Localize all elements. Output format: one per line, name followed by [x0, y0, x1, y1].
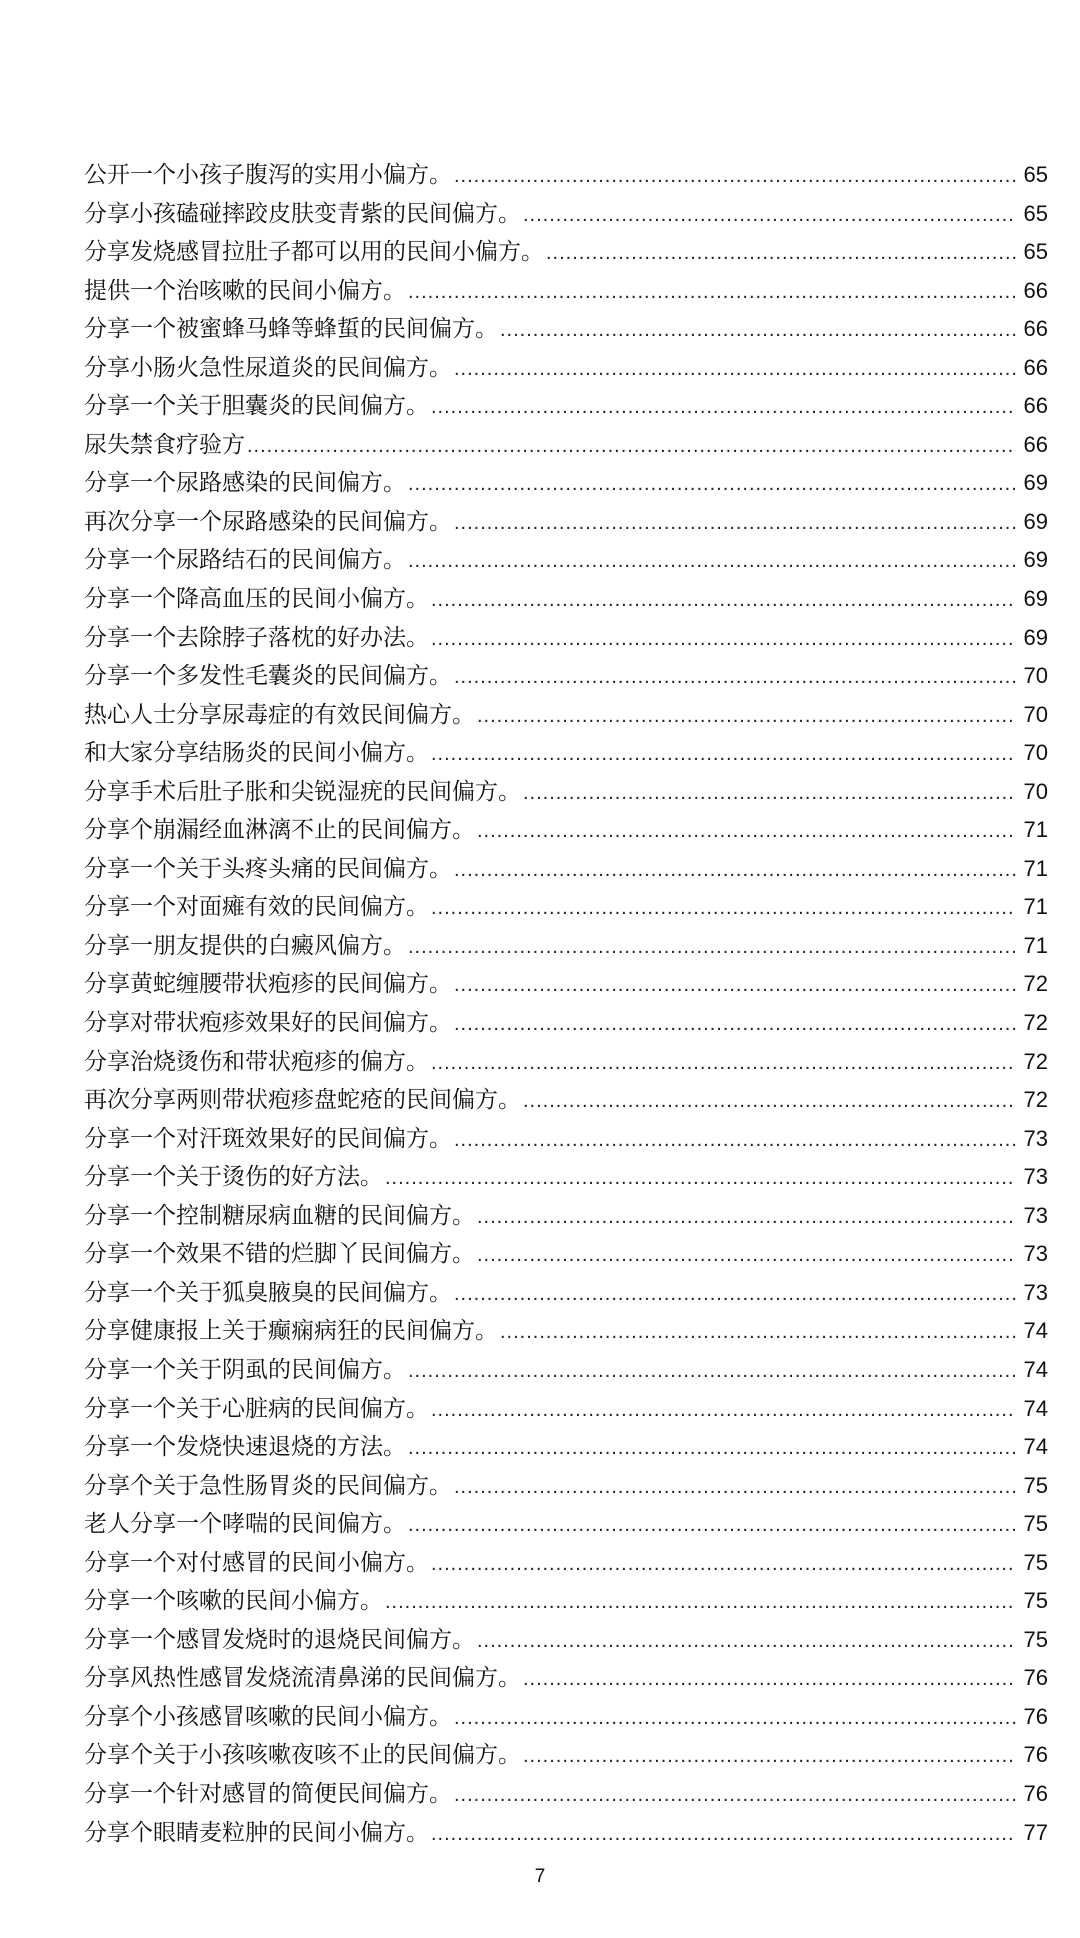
toc-entry-title: 分享治烧烫伤和带状疱疹的偏方。: [84, 1048, 429, 1075]
toc-entry-page: 65: [1023, 200, 1048, 226]
toc-entry-page: 70: [1023, 778, 1048, 804]
toc-entry[interactable]: [84, 1274, 1048, 1313]
toc-entry-page: 71: [1023, 817, 1048, 843]
toc-dot-leader: [454, 966, 1016, 1005]
toc-entry[interactable]: [84, 426, 1048, 465]
toc-entry-page: 77: [1023, 1819, 1048, 1845]
toc-dot-leader: [454, 1468, 1016, 1507]
toc-entry-page: 74: [1023, 1356, 1048, 1382]
toc-entry-title: 和大家分享结肠炎的民间小偏方。: [84, 740, 429, 767]
toc-dot-leader: [431, 735, 1016, 774]
toc-entry[interactable]: [84, 1390, 1048, 1429]
toc-entry-page: 73: [1023, 1279, 1048, 1305]
toc-entry-page: 76: [1023, 1780, 1048, 1806]
toc-entry-page: 76: [1023, 1703, 1048, 1729]
toc-entry-title: 分享一个感冒发烧时的退烧民间偏方。: [84, 1626, 475, 1653]
toc-entry-page: 66: [1023, 354, 1048, 380]
toc-dot-leader: [454, 350, 1016, 389]
toc-entry-title: 分享个小孩感冒咳嗽的民间小偏方。: [84, 1703, 452, 1730]
toc-entry-title: 分享一个效果不错的烂脚丫民间偏方。: [84, 1241, 475, 1268]
toc-entry[interactable]: [84, 657, 1048, 696]
toc-entry-title: 分享一个发烧快速退烧的方法。: [84, 1434, 406, 1461]
toc-entry[interactable]: [84, 156, 1048, 195]
toc-entry-page: 66: [1023, 393, 1048, 419]
toc-entry-title: 分享个关于急性肠胃炎的民间偏方。: [84, 1472, 452, 1499]
toc-entry-title: 分享黄蛇缠腰带状疱疹的民间偏方。: [84, 971, 452, 998]
toc-entry[interactable]: [84, 1814, 1048, 1853]
toc-dot-leader: [500, 1313, 1016, 1352]
toc-entry-title: 分享一个尿路结石的民间偏方。: [84, 547, 406, 574]
toc-entry[interactable]: [84, 696, 1048, 735]
toc-entry-page: 75: [1023, 1626, 1048, 1652]
toc-entry-title: 分享一个咳嗽的民间小偏方。: [84, 1588, 383, 1615]
toc-dot-leader: [546, 234, 1016, 273]
toc-entry-page: 75: [1023, 1549, 1048, 1575]
toc-entry[interactable]: [84, 1235, 1048, 1274]
toc-entry-page: 65: [1023, 162, 1048, 187]
toc-entry-page: 71: [1023, 855, 1048, 881]
toc-entry-title: 分享一个关于胆囊炎的民间偏方。: [84, 393, 429, 420]
toc-entry-title: 老人分享一个哮喘的民间偏方。: [84, 1511, 406, 1538]
toc-entry-page: 66: [1023, 277, 1048, 303]
toc-entry[interactable]: [84, 1120, 1048, 1159]
toc-entry[interactable]: [84, 1544, 1048, 1583]
toc-dot-leader: [431, 889, 1016, 928]
toc-entry[interactable]: [84, 773, 1048, 812]
toc-dot-leader: [408, 465, 1016, 504]
toc-dot-leader: [408, 542, 1016, 581]
toc-entry-title: 分享小孩磕碰摔跤皮肤变青紫的民间偏方。: [84, 200, 521, 227]
toc-dot-leader: [454, 1275, 1016, 1314]
toc-entry-title: 分享手术后肚子胀和尖锐湿疣的民间偏方。: [84, 778, 521, 805]
toc-dot-leader: [431, 388, 1016, 427]
toc-entry[interactable]: [84, 1582, 1048, 1621]
toc-entry-title: 分享一个关于头疼头痛的民间偏方。: [84, 855, 452, 882]
toc-entry-title: 分享一个降高血压的民间小偏方。: [84, 586, 429, 613]
toc-dot-leader: [431, 1815, 1016, 1854]
toc-dot-leader: [523, 196, 1016, 235]
toc-entry-title: 分享一个控制糖尿病血糖的民间偏方。: [84, 1202, 475, 1229]
toc-entry-title: 分享健康报上关于癫痫病狂的民间偏方。: [84, 1318, 498, 1345]
toc-entry-page: 73: [1023, 1202, 1048, 1228]
toc-entry-page: 66: [1023, 316, 1048, 342]
toc-entry-page: 70: [1023, 663, 1048, 689]
toc-entry[interactable]: [84, 1659, 1048, 1698]
toc-dot-leader: [385, 1583, 1016, 1622]
toc-entry-page: 69: [1023, 624, 1048, 650]
toc-entry-page: 69: [1023, 508, 1048, 534]
toc-dot-leader: [523, 1737, 1016, 1776]
toc-dot-leader: [431, 1391, 1016, 1430]
toc-dot-leader: [431, 581, 1016, 620]
toc-dot-leader: [408, 1352, 1016, 1391]
toc-entry[interactable]: [84, 1698, 1048, 1737]
toc-entry-title: 分享风热性感冒发烧流清鼻涕的民间偏方。: [84, 1665, 521, 1692]
toc-entry[interactable]: [84, 1043, 1048, 1082]
toc-entry-page: 74: [1023, 1434, 1048, 1460]
toc-dot-leader: [454, 1776, 1016, 1815]
toc-entry[interactable]: [84, 1004, 1048, 1043]
toc-dot-leader: [477, 697, 1016, 736]
toc-entry[interactable]: [84, 1736, 1048, 1775]
toc-entry[interactable]: [84, 1312, 1048, 1351]
toc-dot-leader: [523, 1660, 1016, 1699]
toc-entry-page: 76: [1023, 1742, 1048, 1768]
toc-entry-title: 分享一个关于烫伤的好方法。: [84, 1164, 383, 1191]
toc-dot-leader: [454, 157, 1016, 196]
toc-dot-leader: [454, 504, 1016, 543]
toc-dot-leader: [523, 1082, 1016, 1121]
toc-entry-page: 73: [1023, 1125, 1048, 1151]
toc-entry-title: 再次分享一个尿路感染的民间偏方。: [84, 508, 452, 535]
toc-entry-page: 76: [1023, 1665, 1048, 1691]
toc-entry-title: 分享一个被蜜蜂马蜂等蜂蜇的民间偏方。: [84, 316, 498, 343]
toc-entry-page: 71: [1023, 932, 1048, 958]
toc-entry-page: 70: [1023, 740, 1048, 766]
toc-entry-title: 分享个崩漏经血淋漓不止的民间偏方。: [84, 817, 475, 844]
toc-entry-page: 72: [1023, 1010, 1048, 1036]
toc-entry-page: 75: [1023, 1588, 1048, 1614]
toc-entry-title: 再次分享两则带状疱疹盘蛇疮的民间偏方。: [84, 1087, 521, 1114]
toc-dot-leader: [431, 620, 1016, 659]
toc-entry-title: 分享个关于小孩咳嗽夜咳不止的民间偏方。: [84, 1742, 521, 1769]
toc-entry[interactable]: [84, 349, 1048, 388]
toc-entry-page: 66: [1023, 431, 1048, 457]
toc-dot-leader: [247, 427, 1016, 466]
toc-entry[interactable]: [84, 310, 1048, 349]
toc-entry-page: 71: [1023, 894, 1048, 920]
toc-entry-page: 69: [1023, 470, 1048, 496]
toc-entry-page: 74: [1023, 1395, 1048, 1421]
toc-entry[interactable]: [84, 272, 1048, 311]
toc-entry-title: 分享小肠火急性尿道炎的民间偏方。: [84, 354, 452, 381]
toc-dot-leader: [431, 1545, 1016, 1584]
toc-dot-leader: [454, 851, 1016, 890]
toc-entry-page: 72: [1023, 1048, 1048, 1074]
toc-entry[interactable]: [84, 965, 1048, 1004]
toc-entry-page: 72: [1023, 971, 1048, 997]
toc-entry[interactable]: [84, 850, 1048, 889]
toc-entry[interactable]: [84, 503, 1048, 542]
toc-entry-page: 74: [1023, 1318, 1048, 1344]
toc-entry[interactable]: [84, 811, 1048, 850]
toc-dot-leader: [477, 812, 1016, 851]
toc-entry[interactable]: [84, 1158, 1048, 1197]
toc-entry-title: 分享发烧感冒拉肚子都可以用的民间小偏方。: [84, 239, 544, 266]
toc-entry-title: 提供一个治咳嗽的民间小偏方。: [84, 277, 406, 304]
toc-entry-title: 分享一个关于狐臭腋臭的民间偏方。: [84, 1279, 452, 1306]
toc-entry[interactable]: [84, 541, 1048, 580]
toc-dot-leader: [385, 1159, 1016, 1198]
table-of-contents: [84, 156, 1048, 1852]
toc-entry-page: 70: [1023, 701, 1048, 727]
toc-entry-title: 尿失禁食疗验方: [84, 431, 245, 458]
toc-entry[interactable]: [84, 1428, 1048, 1467]
page-number: 7: [534, 1866, 546, 1887]
toc-entry-page: 73: [1023, 1164, 1048, 1190]
toc-dot-leader: [454, 1005, 1016, 1044]
toc-dot-leader: [477, 1198, 1016, 1237]
toc-entry[interactable]: [84, 1081, 1048, 1120]
toc-dot-leader: [477, 1236, 1016, 1275]
toc-entry[interactable]: [84, 734, 1048, 773]
toc-entry[interactable]: [84, 1467, 1048, 1506]
toc-dot-leader: [408, 1506, 1016, 1545]
toc-entry-title: 分享一个尿路感染的民间偏方。: [84, 470, 406, 497]
toc-dot-leader: [523, 774, 1016, 813]
toc-entry-title: 分享一朋友提供的白癜风偏方。: [84, 932, 406, 959]
toc-entry[interactable]: [84, 464, 1048, 503]
toc-dot-leader: [431, 1044, 1016, 1083]
toc-entry-title: 分享一个对面瘫有效的民间偏方。: [84, 894, 429, 921]
toc-entry[interactable]: [84, 1197, 1048, 1236]
toc-entry-title: 公开一个小孩子腹泻的实用小偏方。: [84, 162, 452, 188]
toc-entry[interactable]: [84, 580, 1048, 619]
toc-entry-title: 分享一个对汗斑效果好的民间偏方。: [84, 1125, 452, 1152]
toc-entry[interactable]: [84, 1351, 1048, 1390]
toc-entry-title: 分享一个关于心脏病的民间偏方。: [84, 1395, 429, 1422]
toc-dot-leader: [408, 273, 1016, 312]
toc-entry-page: 72: [1023, 1087, 1048, 1113]
toc-entry-page: 69: [1023, 547, 1048, 573]
toc-entry-page: 69: [1023, 586, 1048, 612]
toc-entry-title: 分享个眼睛麦粒肿的民间小偏方。: [84, 1819, 429, 1846]
toc-entry-page: 65: [1023, 239, 1048, 265]
toc-dot-leader: [408, 1429, 1016, 1468]
toc-dot-leader: [454, 658, 1016, 697]
toc-entry-title: 分享一个对付感冒的民间小偏方。: [84, 1549, 429, 1576]
toc-entry[interactable]: [84, 927, 1048, 966]
toc-entry[interactable]: [84, 619, 1048, 658]
toc-dot-leader: [454, 1699, 1016, 1738]
toc-entry-title: 热心人士分享尿毒症的有效民间偏方。: [84, 701, 475, 728]
toc-entry[interactable]: [84, 387, 1048, 426]
toc-entry[interactable]: [84, 1505, 1048, 1544]
toc-entry-title: 分享一个去除脖子落枕的好办法。: [84, 624, 429, 651]
toc-dot-leader: [477, 1622, 1016, 1661]
toc-dot-leader: [454, 1121, 1016, 1160]
toc-entry[interactable]: [84, 888, 1048, 927]
toc-entry[interactable]: [84, 195, 1048, 234]
toc-dot-leader: [408, 928, 1016, 967]
toc-entry-page: 73: [1023, 1241, 1048, 1267]
toc-entry-title: 分享对带状疱疹效果好的民间偏方。: [84, 1010, 452, 1037]
toc-entry-page: 75: [1023, 1511, 1048, 1537]
toc-entry-page: 75: [1023, 1472, 1048, 1498]
toc-dot-leader: [500, 311, 1016, 350]
toc-entry[interactable]: [84, 1775, 1048, 1814]
toc-entry[interactable]: [84, 233, 1048, 272]
toc-entry[interactable]: [84, 1621, 1048, 1660]
toc-entry-title: 分享一个针对感冒的简便民间偏方。: [84, 1780, 452, 1807]
toc-entry-title: 分享一个多发性毛囊炎的民间偏方。: [84, 663, 452, 690]
toc-entry-title: 分享一个关于阴虱的民间偏方。: [84, 1356, 406, 1383]
